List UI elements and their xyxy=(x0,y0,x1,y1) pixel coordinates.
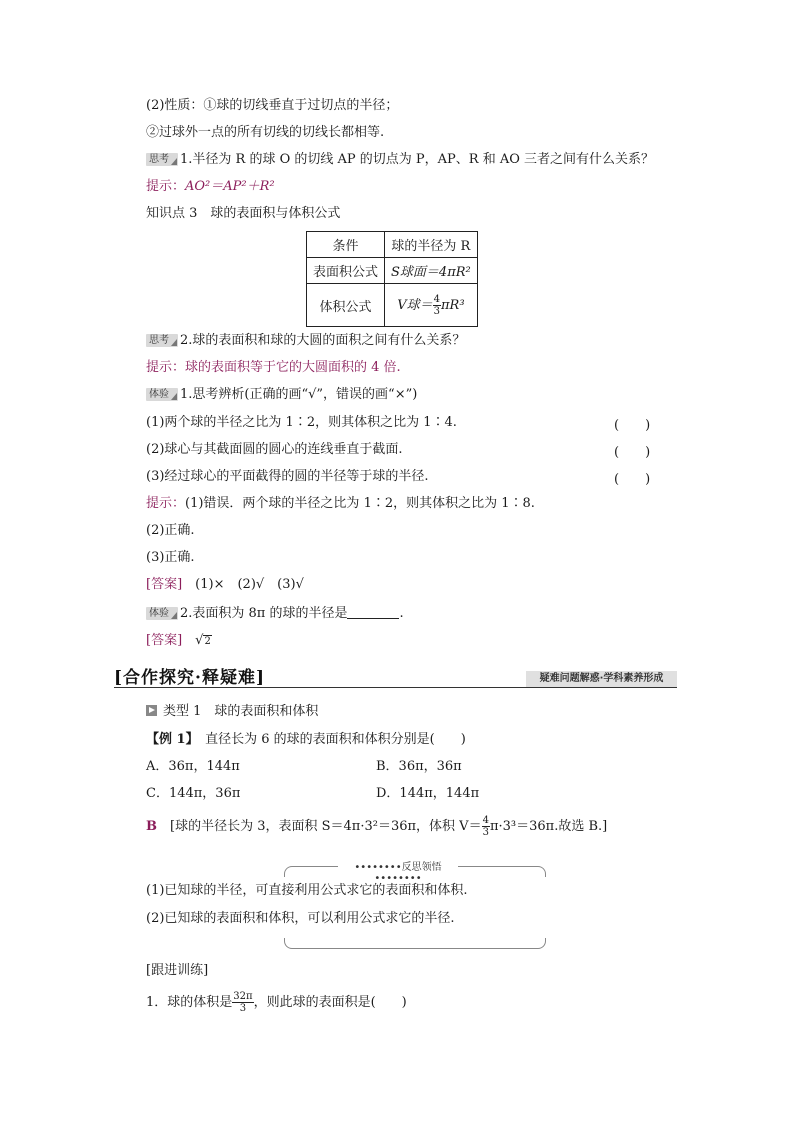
reflect-label-text: 反思领悟 xyxy=(401,862,442,873)
table-cell-surface-label: 表面积公式 xyxy=(307,258,385,284)
judgment-item-3: (3)经过球心的平面截得的圆的半径等于球的半径. xyxy=(146,469,429,484)
volume-suffix: πR³ xyxy=(440,297,465,313)
answer-label: [答案] xyxy=(146,577,183,592)
table-cell-surface-formula: S球面＝4πR² xyxy=(385,258,478,284)
fraction-numerator: 4 xyxy=(433,293,440,305)
option-a[interactable]: A．36π，144π xyxy=(146,759,240,774)
section-title: [合作探究·释疑难] xyxy=(114,668,266,688)
answer-paren-1[interactable]: ( ) xyxy=(614,418,651,433)
think-1 xyxy=(146,151,654,169)
question-suffix: ，则此球的表面积是( ) xyxy=(253,995,407,1010)
question-fraction xyxy=(232,991,253,1014)
reflect-line-2: (2)已知球的表面积和体积，可以利用公式求它的半径. xyxy=(146,911,455,926)
think-tag: 思考 xyxy=(146,334,178,347)
think-1-text: 1.半径为 R 的球 O 的切线 AP 的切点为 P，AP、R 和 AO 三者之间有什么关系？ xyxy=(180,152,655,167)
reflect-label: ••••••••反思领悟•••••••• xyxy=(338,858,458,884)
followup-label: [跟进训练] xyxy=(146,963,209,978)
think-2-hint xyxy=(146,359,401,377)
experience-2-text: 2.表面积为 8π 的球的半径是 xyxy=(180,606,348,621)
example-1 xyxy=(146,731,466,749)
property-line-1: (2)性质：①球的切线垂直于过切点的半径； xyxy=(146,98,399,113)
type-1-title xyxy=(146,703,318,721)
experience-2-answer xyxy=(146,632,212,651)
radicand: 2 xyxy=(204,636,211,647)
answer-paren-3[interactable]: ( ) xyxy=(614,472,651,487)
experience-1-answer xyxy=(146,576,304,594)
table-header-condition: 条件 xyxy=(307,232,385,258)
knowledge-point-3-title: 知识点 3 球的表面积与体积公式 xyxy=(146,206,341,221)
sqrt-expression xyxy=(195,632,212,651)
think-1-hint xyxy=(146,178,275,196)
fraction-denominator: 3 xyxy=(482,827,489,838)
hint-text: (1)错误．两个球的半径之比为 1∶2，则其体积之比为 1∶8. xyxy=(185,496,535,511)
example-question: 直径长为 6 的球的表面积和体积分别是( ) xyxy=(205,732,466,747)
think-2 xyxy=(146,332,465,350)
hint-label: 提示： xyxy=(146,496,186,511)
hint-line-2: (2)正确. xyxy=(146,523,195,538)
experience-2 xyxy=(146,605,404,623)
question-prefix: 1．球的体积是 xyxy=(146,995,233,1010)
solution-prefix: [球的半径长为 3，表面积 S＝4π·3²＝36π，体积 V＝ xyxy=(170,819,482,834)
type-1-text: 类型 1 球的表面积和体积 xyxy=(163,704,319,719)
solution-fraction xyxy=(482,815,490,838)
experience-tag: 体验 xyxy=(146,388,178,401)
fraction-denominator: 3 xyxy=(433,305,440,317)
answer-blank[interactable] xyxy=(347,606,399,619)
answer-label: [答案] xyxy=(146,633,183,648)
option-d[interactable]: D．144π，144π xyxy=(376,786,480,801)
formula-table xyxy=(306,231,478,327)
option-b[interactable]: B．36π，36π xyxy=(376,759,462,774)
reflect-box-bottom xyxy=(284,938,546,949)
experience-1-hint xyxy=(146,495,535,513)
hint-label: 提示： xyxy=(146,179,186,194)
property-line-2: ②过球外一点的所有切线的切线长都相等. xyxy=(146,125,385,140)
solution-suffix: π·3³＝36π.故选 B.] xyxy=(489,819,608,834)
followup-question-1 xyxy=(146,991,407,1014)
think-2-text: 2.球的表面积和球的大圆的面积之间有什么关系？ xyxy=(180,333,466,348)
example-label: 【例 1】 xyxy=(146,732,193,747)
judgment-item-1: (1)两个球的半径之比为 1∶2，则其体积之比为 1∶4. xyxy=(146,415,457,430)
think-tag: 思考 xyxy=(146,153,178,166)
experience-tag: 体验 xyxy=(146,607,178,620)
table-cell-volume-formula xyxy=(385,284,478,327)
table-cell-volume-label: 体积公式 xyxy=(307,284,385,327)
answer-letter: B xyxy=(146,819,157,834)
judgment-item-2: (2)球心与其截面圆的圆心的连线垂直于截面. xyxy=(146,442,403,457)
volume-fraction xyxy=(433,294,441,317)
hint-line-3: (3)正确. xyxy=(146,550,195,565)
section-divider xyxy=(114,687,677,688)
fraction-numerator: 4 xyxy=(482,815,489,826)
reflect-line-1: (1)已知球的半径，可直接利用公式求它的表面积和体积. xyxy=(146,883,468,898)
fraction-denominator: 3 xyxy=(239,1003,247,1014)
experience-1-text: 1.思考辨析(正确的画“√”，错误的画“×”) xyxy=(180,387,418,402)
hint-label: 提示： xyxy=(146,360,186,375)
hint-text: 球的表面积等于它的大圆面积的 4 倍. xyxy=(185,360,401,375)
answer-paren-2[interactable]: ( ) xyxy=(614,445,651,460)
radical-sign: √ xyxy=(195,633,204,648)
example-1-solution xyxy=(146,815,607,838)
hint-text: AO²＝AP²＋R² xyxy=(185,179,275,194)
fraction-numerator: 32π xyxy=(233,991,253,1002)
section-badge: 疑难问题解惑·学科素养形成 xyxy=(526,671,677,687)
sentence-end: . xyxy=(399,606,404,621)
option-c[interactable]: C．144π，36π xyxy=(146,786,241,801)
experience-1-title xyxy=(146,386,417,404)
volume-prefix: V球＝ xyxy=(397,297,433,313)
answer-text: (1)× (2)√ (3)√ xyxy=(195,577,304,592)
table-header-radius: 球的半径为 R xyxy=(385,232,478,258)
play-icon xyxy=(146,705,157,716)
